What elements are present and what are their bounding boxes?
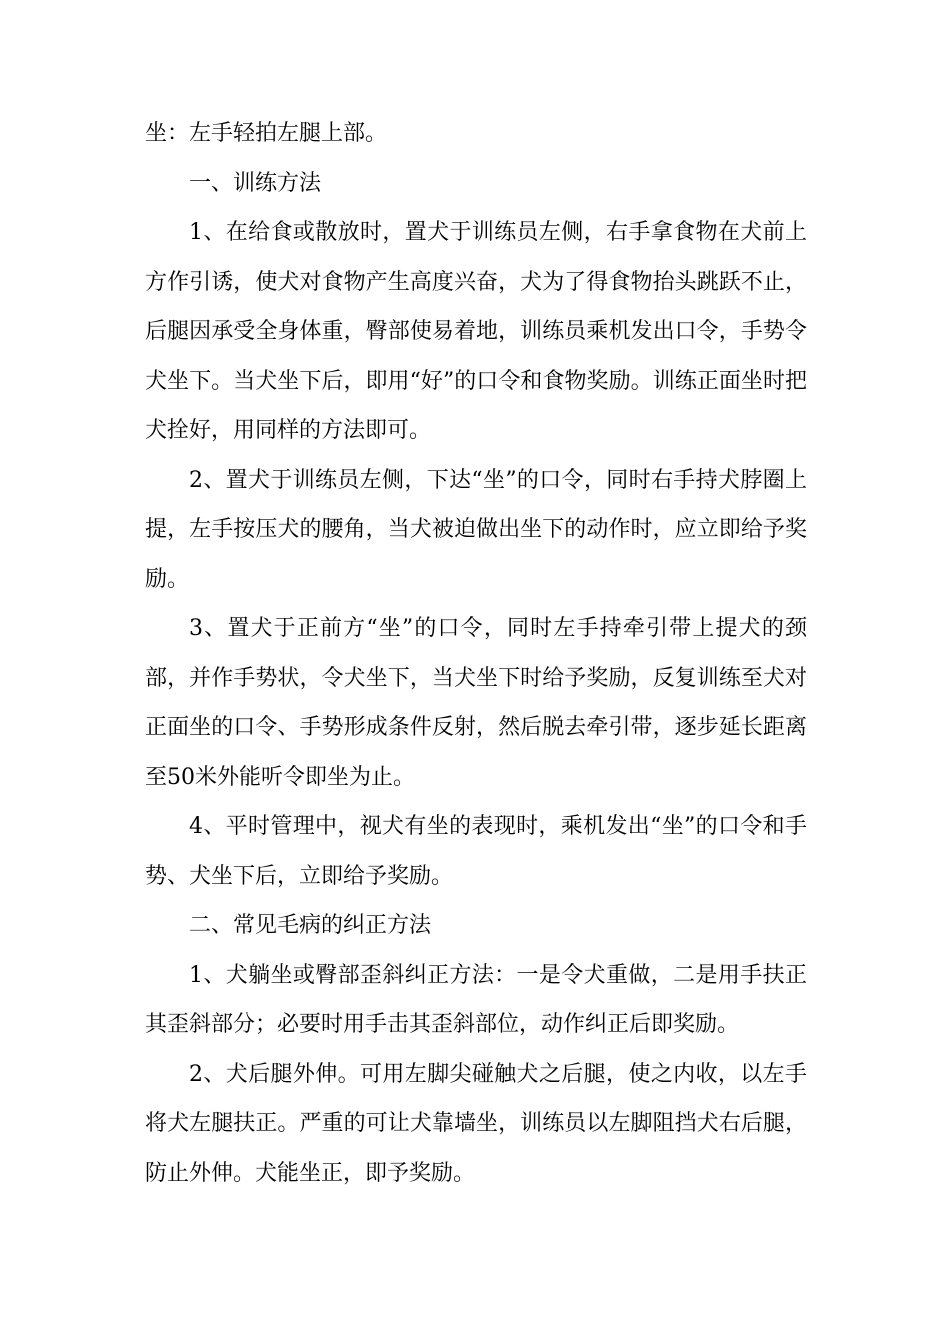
paragraph-method-3: 3、置犬于正前方“坐”的口令，同时左手持牵引带上提犬的颈部，并作手势状，令犬坐下，当犬坐下时给予奖励，反复训练至犬对正面坐的口令、手势形成条件反射，然后脱去牵引带，逐步延长距离至50米外能听令即坐为止。 [145, 616, 807, 790]
paragraph-sit-gesture: 坐：左手轻拍左腿上部。 [145, 121, 388, 146]
document-body [145, 109, 807, 1198]
paragraph-correction-1: 1、犬躺坐或臀部歪斜纠正方法：一是令犬重做，二是用手扶正其歪斜部分；必要时用手击其歪斜部位，动作纠正后即奖励。 [145, 962, 807, 1037]
paragraph-method-1: 1、在给食或散放时，置犬于训练员左侧，右手拿食物在犬前上方作引诱，使犬对食物产生高度兴奋，犬为了得食物抬头跳跃不止，后腿因承受全身体重，臀部使易着地，训练员乘机发出口令，手势令犬坐下。当犬坐下后，即用“好”的口令和食物奖励。训练正面坐时把犬拴好，用同样的方法即可。 [145, 220, 807, 443]
paragraph-correction-2: 2、犬后腿外伸。可用左脚尖碰触犬之后腿，使之内收，以左手将犬左腿扶正。严重的可让犬靠墙坐，训练员以左脚阻挡犬右后腿，防止外伸。犬能坐正，即予奖励。 [145, 1061, 807, 1186]
heading-training-methods: 一、训练方法 [189, 170, 322, 196]
heading-correction-methods: 二、常见毛病的纠正方法 [189, 913, 432, 938]
paragraph-method-2: 2、置犬于训练员左侧，下达“坐”的口令，同时右手持犬脖圈上提，左手按压犬的腰角，当犬被迫做出坐下的动作时，应立即给予奖励。 [145, 467, 807, 592]
paragraph-method-4: 4、平时管理中，视犬有坐的表现时，乘机发出“坐”的口令和手势、犬坐下后，立即给予奖励。 [145, 814, 807, 889]
